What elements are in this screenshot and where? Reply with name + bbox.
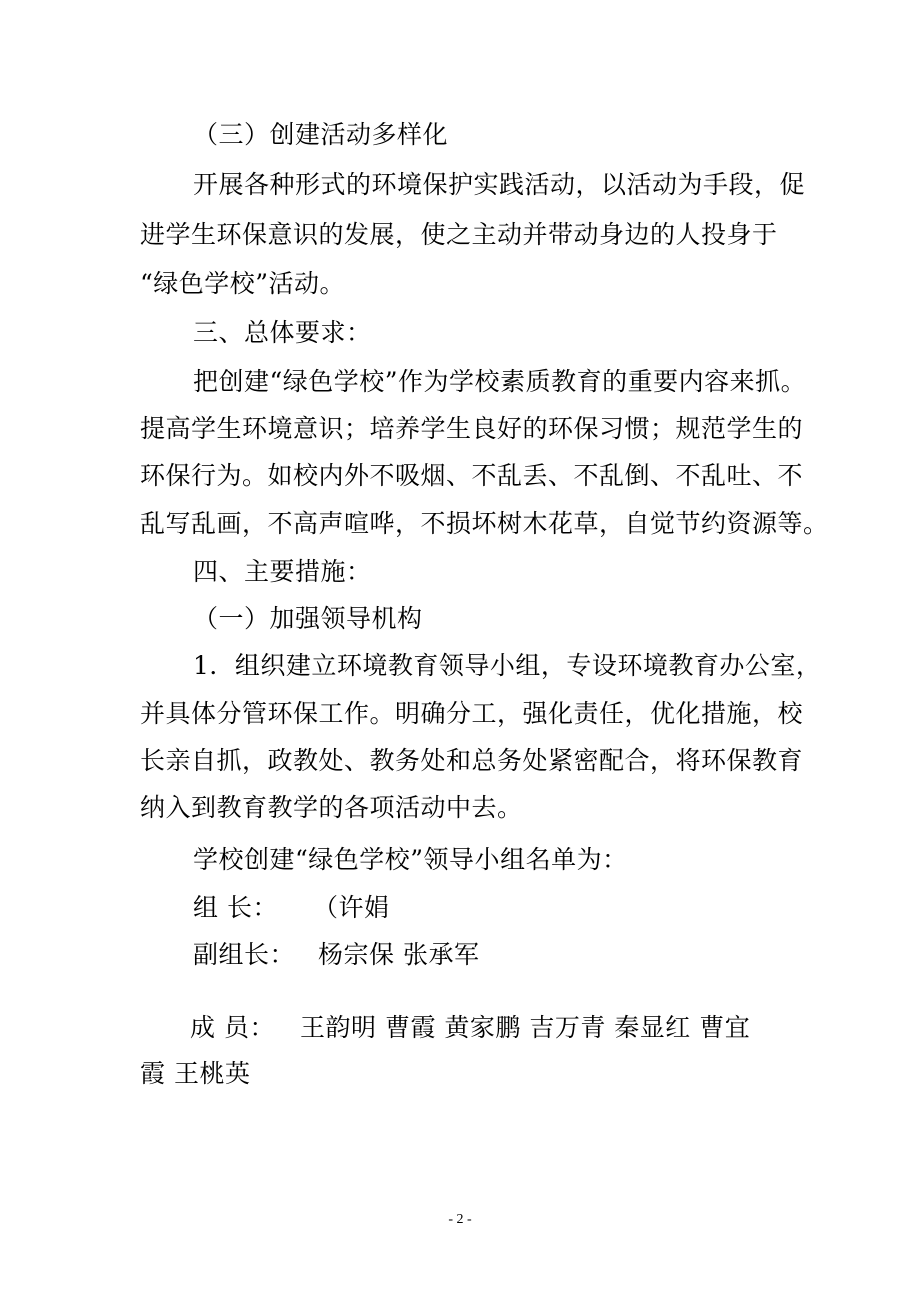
deputy-label: 副组长： (193, 940, 296, 969)
leader-name: （许娟 (313, 893, 390, 922)
paragraph-line: 纳入到教育教学的各项活动中去。 (140, 793, 523, 822)
members-line-1: 王韵明 曹霞 黄家鹏 吉万青 秦显红 曹宜 (300, 1013, 751, 1042)
section-3-heading: （三）创建活动多样化 (193, 120, 449, 149)
paragraph-line: “绿色学校”活动。 (140, 269, 346, 298)
main-measures-heading: 四、主要措施： (193, 557, 372, 586)
paragraph-line: 环保行为。如校内外不吸烟、不乱丢、不乱倒、不乱吐、不 (140, 461, 804, 490)
overall-requirements-heading: 三、总体要求： (193, 318, 372, 347)
subsection-1-heading: （一）加强领导机构 (193, 604, 423, 633)
paragraph-line: 乱写乱画，不高声喧哗，不损坏树木花草，自觉节约资源等。 (140, 509, 829, 538)
leader-label: 组 长： (193, 893, 278, 922)
deputy-names: 杨宗保 张承军 (318, 940, 480, 969)
paragraph-line: 1．组织建立环境教育领导小组，专设环境教育办公室， (193, 651, 822, 680)
paragraph-line: 进学生环保意识的发展，使之主动并带动身边的人投身于 (140, 220, 778, 249)
members-label: 成 员： (190, 1013, 275, 1042)
paragraph-line: 把创建“绿色学校”作为学校素质教育的重要内容来抓。 (193, 367, 807, 396)
members-line-2: 霞 王桃英 (140, 1059, 251, 1088)
paragraph-line: 并具体分管环保工作。明确分工，强化责任，优化措施，校 (140, 699, 804, 728)
page-number: - 2 - (448, 1212, 472, 1227)
paragraph-line: 长亲自抓，政教处、教务处和总务处紧密配合，将环保教育 (140, 746, 804, 775)
paragraph-line: 开展各种形式的环境保护实践活动，以活动为手段，促 (193, 170, 806, 199)
paragraph-line: 提高学生环境意识；培养学生良好的环保习惯；规范学生的 (140, 414, 804, 443)
leadership-list-intro: 学校创建“绿色学校”领导小组名单为： (193, 845, 628, 874)
